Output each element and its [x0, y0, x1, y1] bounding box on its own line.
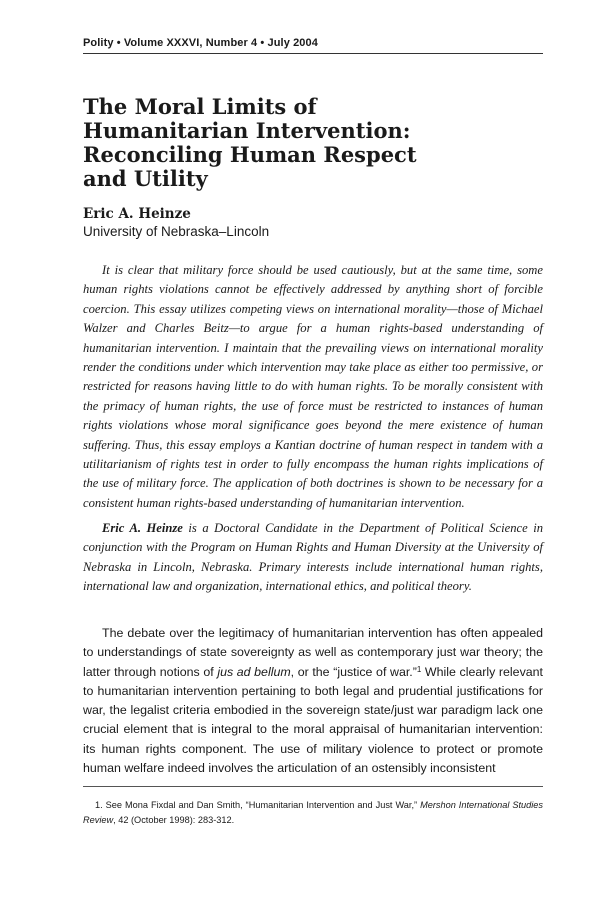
footnote-reference[interactable]: 1: [416, 664, 422, 674]
body-text-part: The debate over the legitimacy of humanitarian intervention has often appealed to understandings of state sovereignty as well as contemporary just war theory; the latter through notions of: [83, 626, 543, 679]
title-line: The Moral Limits of: [83, 94, 317, 119]
title-line: Reconciling Human Respect: [83, 142, 417, 167]
body-italic-term: jus ad bellum: [217, 664, 291, 679]
running-head: Polity • Volume XXXVI, Number 4 • July 2004: [83, 37, 318, 49]
article-title: [83, 95, 503, 191]
footnote-rule: [83, 786, 543, 787]
bio-text: is a Doctoral Candidate in the Department of Political Science in conjunction with the Program on Human Rights and Human Diversity at the University of Nebraska in Lincoln, Nebraska. Primary interests include international human rights, international law and organization, international ethics, and political theory.: [83, 521, 543, 594]
body-paragraph: [83, 624, 543, 778]
title-line: Humanitarian Intervention:: [83, 118, 411, 143]
author-name: Eric A. Heinze: [83, 206, 191, 222]
footnote-number: 1.: [95, 800, 103, 810]
bio-author-name: Eric A. Heinze: [102, 521, 183, 535]
footnote-text: See Mona Fixdal and Dan Smith, “Humanitarian Intervention and Just War,”: [102, 800, 421, 810]
footnote-journal: Mershon International Studies Review: [83, 800, 544, 825]
author-affiliation: University of Nebraska–Lincoln: [83, 224, 270, 239]
title-line: and Utility: [83, 166, 208, 191]
abstract: It is clear that military force should be used cautiously, but at the same time, some human rights violations cannot be effectively addressed by anything short of forcible coercion. This essay utilizes competing views on international morality—those of Michael Walzer and Charles Beitz—to argue for a human rights-based understanding of humanitarian intervention. I maintain that the prevailing views on international morality render the conditions under which intervention may take place as either too permissive, or restricted for reasons having little to do with human rights. To be morally consistent with the primacy of human rights, the use of force must be restricted to instances of human rights violations whose moral significance goes beyond the mere existence of human suffering. Thus, this essay employs a Kantian doctrine of human respect in tandem with a utilitarianism of rights test in order to fully encompass the human rights implications of the use of military force. The application of both doctrines is shown to be necessary for a consistent human rights-based understanding of humanitarian intervention.: [83, 263, 543, 510]
header-rule: [83, 53, 543, 54]
body-text-part: , or the “justice of war.”: [290, 664, 417, 679]
footnote-text: , 42 (October 1998): 283-312.: [113, 815, 235, 825]
author-bio: [83, 519, 543, 597]
body-text-part: While clearly relevant to humanitarian intervention pertaining to both legal and prudential justifications for war, the legalist criteria embodied in the sovereign state/just war paradigm lack one crucial element that is integral to the moral appraisal of humanitarian intervention: its human rights component. The use of military violence to protect or promote human welfare indeed involves the articulation of an ostensibly inconsistent: [83, 664, 543, 776]
footnote: [83, 798, 543, 828]
